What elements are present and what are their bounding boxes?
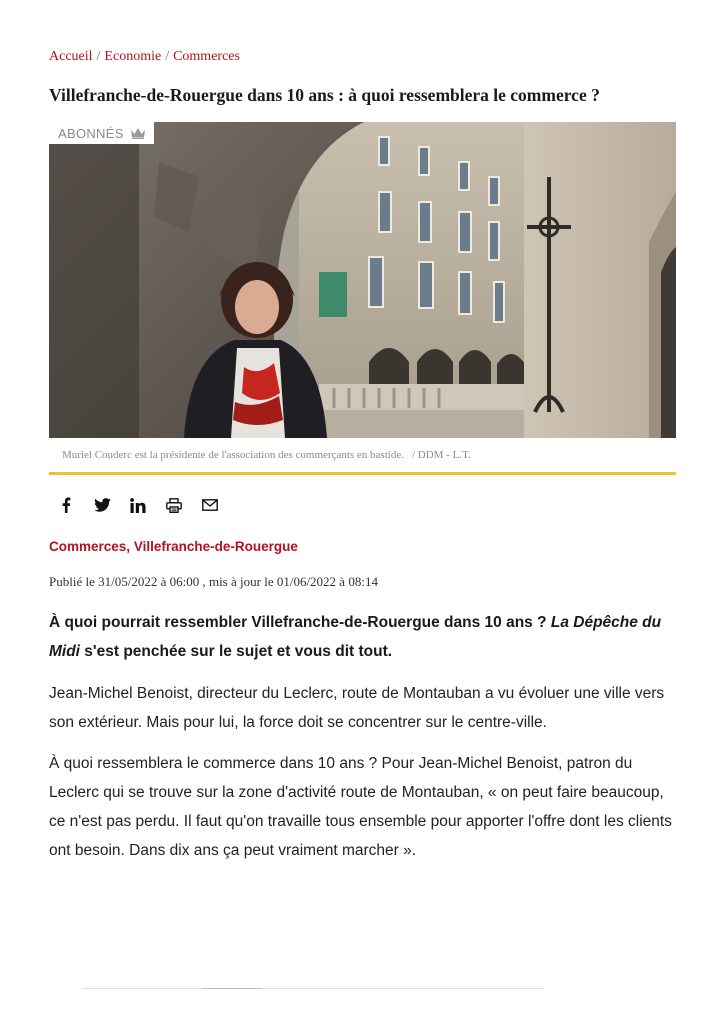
photo-caption: [49, 438, 676, 475]
share-bar: [57, 496, 219, 514]
tag-commerces[interactable]: Commerces: [49, 539, 127, 554]
photo-credit: / DDM - L.T.: [411, 449, 471, 461]
breadcrumb-accueil[interactable]: Accueil: [49, 49, 93, 64]
twitter-icon[interactable]: [93, 496, 111, 514]
breadcrumb-commerces[interactable]: Commerces: [173, 49, 240, 64]
tag-separator: ,: [126, 539, 134, 554]
lead-text-start: À quoi pourrait ressembler Villefranche-de-Rouergue dans 10 ans ?: [49, 614, 551, 631]
linkedin-icon[interactable]: [129, 496, 147, 514]
breadcrumb-separator: /: [165, 49, 170, 64]
tag-villefranche[interactable]: Villefranche-de-Rouergue: [133, 539, 298, 554]
article-paragraph: À quoi ressemblera le commerce dans 10 ans ? Pour Jean-Michel Benoist, patron du Leclerc qui se trouve sur la zone d'activité route de Montauban, « on peut faire beaucoup, ce n'est pas perdu. Il faut qu'on travaille tous ensemble pour apporter l'offre dont les clients ont besoin. Dans dix ans ça peut vraiment marcher ».: [49, 755, 672, 859]
breadcrumb-separator: /: [96, 49, 101, 64]
hero-illustration: [49, 122, 676, 438]
print-icon[interactable]: [165, 496, 183, 514]
lead-source: La Dépêche du Midi: [49, 614, 662, 660]
breadcrumb-economie[interactable]: Economie: [104, 49, 162, 64]
subscriber-badge-label: ABONNÉS: [58, 125, 124, 141]
breadcrumb: [49, 49, 240, 65]
publication-dates: Publié le 31/05/2022 à 06:00 , mis à jour le 01/06/2022 à 08:14: [49, 574, 378, 589]
subscriber-badge: [49, 122, 154, 144]
crown-icon: [130, 127, 146, 139]
caption-text: Muriel Couderc est la présidente de l'association des commerçants en bastide.: [62, 449, 404, 461]
hero-photo: [49, 122, 676, 438]
article-tags: [49, 539, 298, 554]
article-paragraph: Jean-Michel Benoist, directeur du Leclerc, route de Montauban a vu évoluer une ville vers son extérieur. Mais pour lui, la force doit se concentrer sur le centre-ville.: [49, 685, 665, 731]
lead-text-end: s'est penchée sur le sujet et vous dit tout.: [80, 643, 393, 660]
article-lead: [49, 608, 676, 666]
article-title: Villefranche-de-Rouergue dans 10 ans : à quoi ressemblera le commerce ?: [49, 85, 600, 105]
facebook-icon[interactable]: [57, 496, 75, 514]
mail-icon[interactable]: [201, 496, 219, 514]
footer-divider: [82, 988, 544, 989]
